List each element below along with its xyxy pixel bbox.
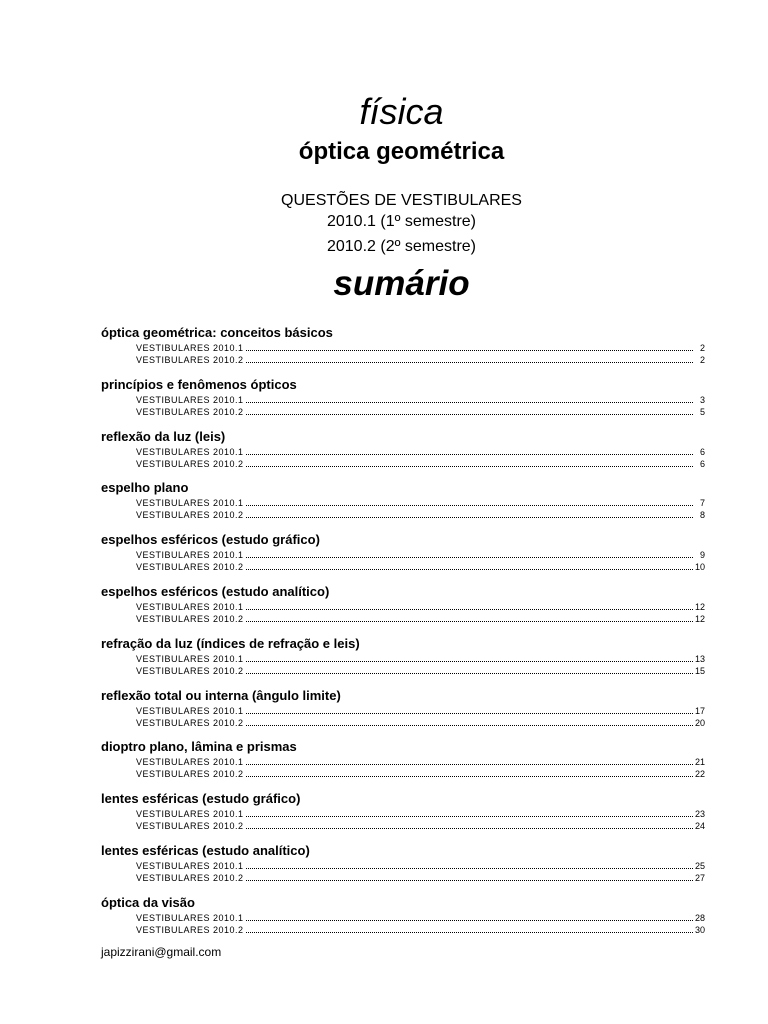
toc-dot-leader bbox=[246, 665, 693, 674]
toc-dot-leader bbox=[246, 820, 693, 829]
toc-dot-leader bbox=[246, 458, 693, 467]
toc-entry[interactable] bbox=[136, 446, 705, 458]
toc-entry[interactable] bbox=[136, 860, 705, 872]
toc-entry-label: VESTIBULARES 2010.1 bbox=[136, 860, 244, 871]
toc-section bbox=[101, 583, 705, 635]
toc-entry-page-number: 17 bbox=[694, 705, 705, 716]
toc-dot-leader bbox=[246, 509, 693, 518]
toc-dot-leader bbox=[246, 446, 693, 455]
toc-dot-leader bbox=[246, 406, 693, 415]
toc-entry[interactable] bbox=[136, 406, 705, 418]
exam-line: QUESTÕES DE VESTIBULARES bbox=[281, 192, 522, 209]
toc-entry[interactable] bbox=[136, 768, 705, 780]
toc-entry[interactable] bbox=[136, 924, 705, 936]
toc-dot-leader bbox=[246, 653, 693, 662]
toc-entry[interactable] bbox=[136, 756, 705, 768]
toc-section-title: reflexão total ou interna (ângulo limite) bbox=[101, 687, 341, 703]
toc-entry[interactable] bbox=[136, 497, 705, 509]
toc-entry[interactable] bbox=[136, 394, 705, 406]
toc-section-title: reflexão da luz (leis) bbox=[101, 428, 226, 444]
toc-entry-page-number: 28 bbox=[694, 912, 705, 923]
toc-entry-page-number: 8 bbox=[699, 510, 705, 521]
toc-entry[interactable] bbox=[136, 717, 705, 729]
subject-title: física bbox=[359, 91, 444, 132]
toc-entry-label: VESTIBULARES 2010.2 bbox=[136, 665, 244, 676]
toc-section-title: óptica da visão bbox=[101, 894, 195, 910]
toc-entry-label: VESTIBULARES 2010.2 bbox=[136, 769, 244, 780]
toc-entry-label: VESTIBULARES 2010.2 bbox=[136, 562, 244, 573]
toc-entry-label: VESTIBULARES 2010.2 bbox=[136, 717, 244, 728]
toc-entry-page-number: 24 bbox=[694, 821, 705, 832]
toc-entry[interactable] bbox=[136, 613, 705, 625]
toc-entry-label: VESTIBULARES 2010.1 bbox=[136, 498, 244, 509]
toc-entry-page-number: 6 bbox=[699, 446, 705, 457]
toc-dot-leader bbox=[246, 354, 693, 363]
toc-entry-page-number: 22 bbox=[694, 769, 705, 780]
toc-entry-label: VESTIBULARES 2010.2 bbox=[136, 355, 244, 365]
toc-entry-page-number: 10 bbox=[694, 562, 705, 573]
toc-entry[interactable] bbox=[136, 458, 705, 470]
toc-entry-page-number: 12 bbox=[694, 613, 705, 624]
toc-entry-page-number: 3 bbox=[699, 394, 705, 405]
toc-section bbox=[101, 894, 705, 946]
semester-2-line: 2010.2 (2º semestre) bbox=[326, 238, 477, 255]
toc-section bbox=[101, 376, 705, 428]
toc-dot-leader bbox=[246, 808, 693, 817]
toc-dot-leader bbox=[246, 561, 693, 570]
toc-entry-label: VESTIBULARES 2010.2 bbox=[136, 924, 244, 935]
toc-entry-label: VESTIBULARES 2010.2 bbox=[136, 510, 244, 521]
topic-title: óptica geométrica bbox=[298, 138, 505, 165]
toc-section bbox=[101, 635, 705, 687]
toc-section bbox=[101, 790, 705, 842]
toc-dot-leader bbox=[246, 342, 693, 351]
toc-entry-label: VESTIBULARES 2010.2 bbox=[136, 872, 244, 883]
toc-entry[interactable] bbox=[136, 509, 705, 521]
toc-entry-page-number: 30 bbox=[694, 924, 705, 935]
toc-entry[interactable] bbox=[136, 705, 705, 717]
toc-entry-page-number: 21 bbox=[694, 757, 705, 768]
table-of-contents bbox=[101, 324, 705, 946]
toc-entry[interactable] bbox=[136, 549, 705, 561]
toc-dot-leader bbox=[246, 601, 693, 610]
toc-entry-page-number: 7 bbox=[699, 498, 705, 509]
toc-entry[interactable] bbox=[136, 561, 705, 573]
toc-section-title: espelhos esféricos (estudo analítico) bbox=[101, 583, 330, 599]
toc-entry-page-number: 23 bbox=[694, 809, 705, 820]
toc-entry-page-number: 2 bbox=[699, 355, 705, 365]
toc-section-title: dioptro plano, lâmina e prismas bbox=[101, 739, 297, 755]
toc-entry-label: VESTIBULARES 2010.1 bbox=[136, 912, 244, 923]
toc-entry-label: VESTIBULARES 2010.1 bbox=[136, 601, 244, 612]
toc-entry-label: VESTIBULARES 2010.2 bbox=[136, 406, 244, 417]
toc-entry-page-number: 15 bbox=[694, 665, 705, 676]
toc-section bbox=[101, 687, 705, 739]
toc-section bbox=[101, 738, 705, 790]
toc-section-title: princípios e fenômenos ópticos bbox=[101, 376, 297, 392]
toc-dot-leader bbox=[246, 872, 693, 881]
footer-email: japizzirani@gmail.com bbox=[101, 945, 222, 959]
toc-entry-label: VESTIBULARES 2010.1 bbox=[136, 757, 244, 768]
semester-1-line: 2010.1 (1º semestre) bbox=[326, 213, 477, 230]
toc-entry-label: VESTIBULARES 2010.2 bbox=[136, 458, 244, 469]
toc-dot-leader bbox=[246, 717, 693, 726]
toc-section bbox=[101, 428, 705, 480]
toc-entry[interactable] bbox=[136, 665, 705, 677]
toc-entry-label: VESTIBULARES 2010.1 bbox=[136, 809, 244, 820]
toc-dot-leader bbox=[246, 705, 693, 714]
toc-entry-page-number: 12 bbox=[694, 601, 705, 612]
toc-dot-leader bbox=[246, 756, 693, 765]
toc-section bbox=[101, 479, 705, 531]
toc-entry[interactable] bbox=[136, 653, 705, 665]
toc-dot-leader bbox=[246, 613, 693, 622]
toc-section-title: óptica geométrica: conceitos básicos bbox=[101, 325, 333, 340]
toc-entry-label: VESTIBULARES 2010.2 bbox=[136, 613, 244, 624]
toc-entry[interactable] bbox=[136, 354, 705, 366]
toc-dot-leader bbox=[246, 924, 693, 933]
toc-entry[interactable] bbox=[136, 820, 705, 832]
toc-section bbox=[101, 842, 705, 894]
toc-entry-label: VESTIBULARES 2010.1 bbox=[136, 653, 244, 664]
toc-section-title: espelhos esféricos (estudo gráfico) bbox=[101, 532, 320, 548]
toc-dot-leader bbox=[246, 860, 693, 869]
toc-section bbox=[101, 324, 705, 376]
toc-dot-leader bbox=[246, 768, 693, 777]
toc-entry-label: VESTIBULARES 2010.1 bbox=[136, 550, 244, 561]
toc-entry-page-number: 9 bbox=[699, 550, 705, 561]
toc-section-title: lentes esféricas (estudo analítico) bbox=[101, 842, 310, 858]
toc-entry-page-number: 6 bbox=[699, 458, 705, 469]
toc-entry-label: VESTIBULARES 2010.1 bbox=[136, 394, 244, 405]
toc-dot-leader bbox=[246, 549, 693, 558]
toc-entry[interactable] bbox=[136, 912, 705, 924]
toc-section-title: espelho plano bbox=[101, 480, 189, 496]
toc-entry-page-number: 2 bbox=[699, 343, 705, 353]
toc-section bbox=[101, 531, 705, 583]
toc-dot-leader bbox=[246, 912, 693, 921]
toc-section-title: lentes esféricas (estudo gráfico) bbox=[101, 791, 301, 807]
toc-dot-leader bbox=[246, 497, 693, 506]
toc-entry[interactable] bbox=[136, 872, 705, 884]
toc-entry-label: VESTIBULARES 2010.1 bbox=[136, 446, 244, 457]
toc-dot-leader bbox=[246, 394, 693, 403]
toc-entry-page-number: 13 bbox=[694, 653, 705, 664]
toc-entry-label: VESTIBULARES 2010.1 bbox=[136, 705, 244, 716]
toc-entry-page-number: 25 bbox=[694, 860, 705, 871]
toc-entry-page-number: 27 bbox=[694, 872, 705, 883]
toc-entry-label: VESTIBULARES 2010.2 bbox=[136, 821, 244, 832]
toc-entry[interactable] bbox=[136, 808, 705, 820]
toc-entry-page-number: 5 bbox=[699, 406, 705, 417]
toc-title: sumário bbox=[333, 264, 470, 303]
toc-entry-page-number: 20 bbox=[694, 717, 705, 728]
toc-section-title: refração da luz (índices de refração e leis) bbox=[101, 635, 360, 651]
toc-entry-label: VESTIBULARES 2010.1 bbox=[136, 343, 244, 353]
toc-entry[interactable] bbox=[136, 601, 705, 613]
toc-entry[interactable] bbox=[136, 342, 705, 354]
